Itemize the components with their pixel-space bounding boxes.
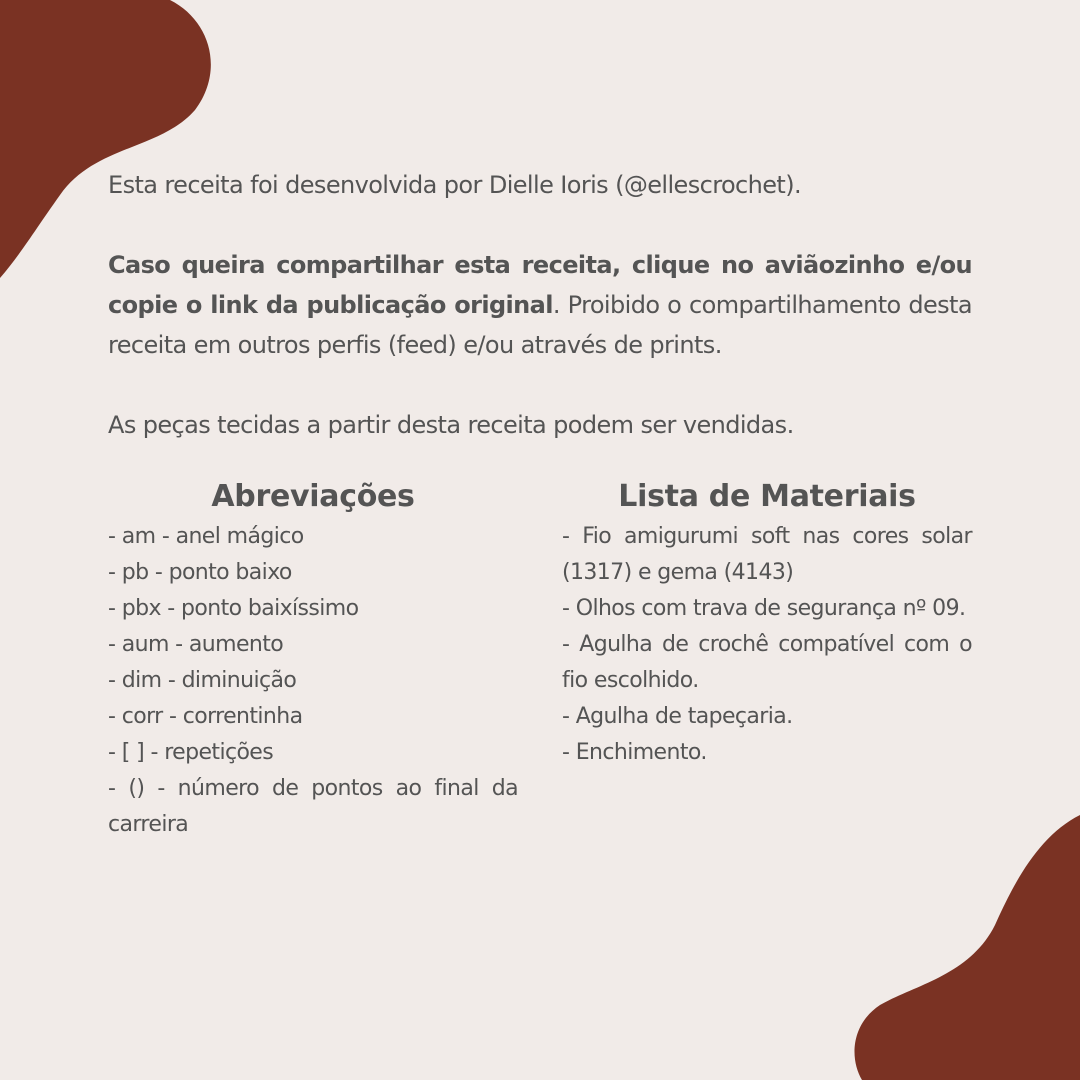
materials-list: [562, 519, 972, 771]
bottom-right-blob: [855, 815, 1080, 1080]
abbreviations-section: [108, 475, 518, 843]
abbreviation-item: - [ ] - repetições: [108, 740, 274, 765]
abbreviation-item: - aum - aumento: [108, 632, 284, 657]
materials-section: [562, 475, 972, 771]
abbreviations-title: Abreviações: [211, 479, 415, 514]
abbreviation-item: - pb - ponto baixo: [108, 560, 292, 585]
abbreviation-item: - () - número de pontos ao final da carreira: [108, 776, 518, 837]
sales-notice: As peças tecidas a partir desta receita podem ser vendidas.: [108, 411, 794, 439]
abbreviation-item: - am - anel mágico: [108, 524, 304, 549]
materials-title: Lista de Materiais: [618, 479, 916, 514]
abbreviations-list: [108, 519, 518, 843]
abbreviation-item: - corr - correntinha: [108, 704, 303, 729]
abbreviation-item: - dim - diminuição: [108, 668, 297, 693]
share-notice-rest: . Proibido o compartilhamento desta receita em outros perfis (feed) e/ou através de prints.: [108, 291, 972, 359]
credit-text: Esta receita foi desenvolvida por Dielle Ioris (@ellescrochet).: [108, 171, 802, 199]
material-item: - Enchimento.: [562, 740, 707, 765]
material-item: - Fio amigurumi soft nas cores solar (1317) e gema (4143): [562, 524, 972, 585]
share-notice-bold: Caso queira compartilhar esta receita, clique no aviãozinho e/ou copie o link da publicação original: [108, 251, 972, 319]
top-left-blob: [0, 0, 211, 278]
abbreviation-item: - pbx - ponto baixíssimo: [108, 596, 359, 621]
material-item: - Agulha de tapeçaria.: [562, 704, 793, 729]
material-item: - Olhos com trava de segurança nº 09.: [562, 596, 966, 621]
material-item: - Agulha de crochê compatível com o fio escolhido.: [562, 632, 972, 693]
share-notice: [108, 245, 972, 365]
